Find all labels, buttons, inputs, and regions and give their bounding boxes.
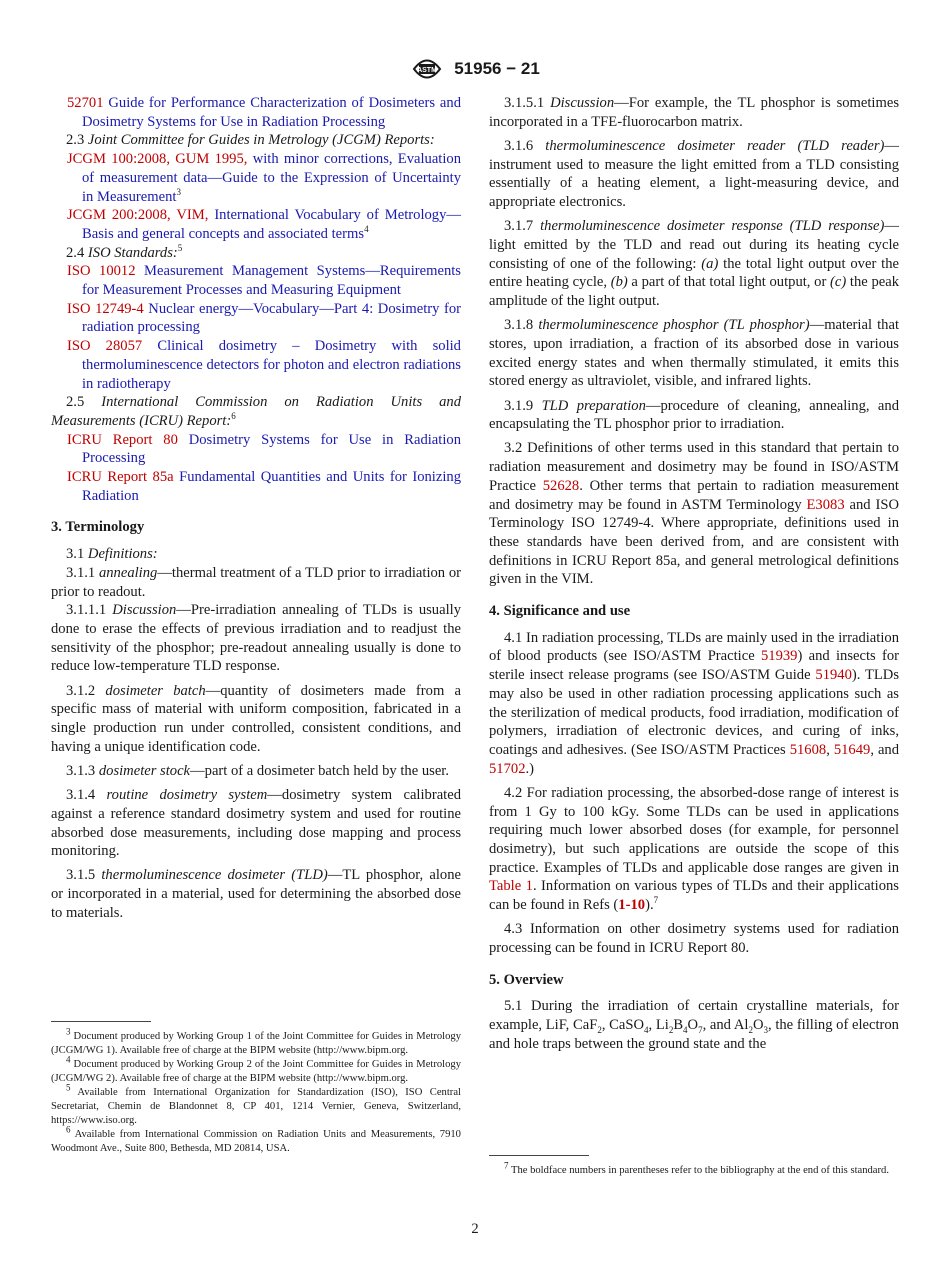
link-51702[interactable]: 51702 — [489, 760, 526, 777]
defined-term: TLD preparation — [541, 397, 646, 414]
paragraph-number: 3.1.8 — [504, 317, 534, 334]
paragraph-text: , and Al — [702, 1017, 749, 1034]
definition-text: —part of a dosimeter batch held by the user. — [190, 762, 450, 779]
paragraph-title: Definitions: — [87, 546, 158, 563]
paragraph-number: 3.1.7 — [504, 218, 534, 235]
footnote-number: 5 — [66, 1082, 71, 1093]
paragraph-3-1-4 — [51, 786, 461, 861]
reference-title[interactable]: with minor corrections, Evaluation of measurement data—Guide to the Expression of Uncertainty in Measurement — [82, 151, 462, 205]
standard-number: 51956 − 21 — [454, 59, 540, 78]
subsection-2-5 — [51, 393, 461, 430]
page-header — [0, 54, 950, 84]
definition-text: —TL phosphor, alone or incorporated in a material, used for determining the absorbed dose to materials. — [51, 867, 461, 921]
paragraph-text: . Information on various types of TLDs and their applications can be found in Refs — [489, 878, 899, 914]
definition-text: —Pre-irradiation annealing of TLDs is usually done to erase the effects of previous irradiation and to readjust the sensitivity of the phosphor; pre-readout annealing usually is done to reduce low-temperature TLD response. — [51, 602, 461, 675]
link-e3083[interactable]: E3083 — [806, 496, 845, 513]
paragraph-text: O — [752, 1017, 764, 1034]
paragraph-number: 3.1 — [66, 546, 85, 563]
paragraph-3-1-1 — [51, 564, 461, 601]
separator: , — [826, 742, 834, 758]
reference-title[interactable]: International Vocabulary of Metrology—Basis and general concepts and associated terms — [82, 207, 461, 242]
subscript: 2 — [748, 1025, 753, 1036]
subsection-2-3 — [51, 131, 461, 150]
paragraph-text: ) and insects for sterile insect release programs (see ISO/ASTM Guide — [489, 648, 899, 684]
defined-term: Discussion — [550, 95, 615, 111]
definition-text: —quantity of dosimeters made from a specific mass of material with uniform composition, fabricated in a single production run under controlled, consistent conditions, and having a unique identification code. — [51, 682, 461, 755]
paren: ) — [645, 897, 650, 914]
footnote-number: 7 — [504, 1160, 509, 1171]
paragraph-3-1-7 — [489, 217, 899, 311]
separator: , and — [870, 742, 900, 758]
definition-text: the total light output over the entire heating cycle, — [489, 255, 899, 291]
paragraph-text: 3.2 Definitions of other terms used in this standard that pertain to radiation measurement and dosimetry may be found in ISO/ASTM Practice — [489, 440, 899, 494]
subscript: 2 — [597, 1025, 602, 1036]
footnote-number: 4 — [66, 1054, 71, 1065]
link-refs-1-10[interactable]: 1-10 — [618, 897, 646, 914]
paragraph-text: 4.2 For radiation processing, the absorbed-dose range of interest is from 1 Gy to 100 kGy. Some TLDs can be used in applications requiring much lower absorbed doses (for example, for personnel dosimetry), but such applications are outside the scope of this practice. Examples of TLDs and applicable dose ranges are given in — [489, 784, 899, 876]
definition-text: —light emitted by the TLD and read out during its heating cycle consisting of one of the following: — [489, 218, 899, 272]
definition-text: —material that stores, upon irradiation, a fraction of its absorbed dose in various excited energy states and when thermally stimulated, it emits this stored energy as ultraviolet, visible, and infrared lights. — [489, 317, 899, 390]
reference-jcgm-100[interactable] — [51, 150, 461, 206]
subsection-number: 2.4 — [66, 244, 85, 261]
paragraph-text: , Li — [648, 1017, 669, 1034]
defined-term: thermoluminescence dosimeter response (TLD response) — [540, 218, 885, 235]
left-column — [51, 94, 461, 928]
paragraph-4-2 — [489, 784, 899, 915]
reference-title[interactable]: Dosimetry Systems for Use in Radiation Processing — [82, 431, 461, 467]
paragraph-3-1-3 — [51, 762, 461, 781]
paragraph-4-1 — [489, 629, 899, 779]
link-51940[interactable]: 51940 — [815, 667, 852, 684]
footnote-divider — [51, 1021, 151, 1022]
reference-code[interactable]: JCGM 200:2008, VIM, — [67, 207, 209, 224]
reference-code[interactable]: ISO 10012 — [67, 263, 136, 280]
definition-text: —procedure of cleaning, annealing, and encapsulating the TL phosphor prior to irradiation. — [489, 397, 899, 433]
paragraph-text: and ISO Terminology ISO 12749-4. Where appropriate, definitions used in these standards have been derived from, and are consistent with definitions in ICRU Report 85a, and general metrological definitions given in the VIM. — [489, 496, 899, 588]
paragraph-text: B — [673, 1017, 684, 1034]
paragraph-text: .) — [525, 760, 534, 777]
paragraph-number: 3.1.1.1 — [66, 602, 107, 619]
footnote-marker: 7 — [653, 895, 659, 906]
link-51649[interactable]: 51649 — [833, 742, 871, 758]
list-marker-a: (a) — [701, 255, 719, 272]
reference-iso-10012[interactable] — [51, 262, 461, 299]
paragraph-number: 3.1.5 — [66, 867, 96, 884]
reference-title[interactable]: Fundamental Quantities and Units for Ionizing Radiation — [82, 469, 461, 504]
reference-title[interactable]: Nuclear energy—Vocabulary—Part 4: Dosimetry for radiation processing — [82, 300, 461, 336]
subsection-title: International Commission on Radiation Units and Measurements (ICRU) Report: — [51, 394, 461, 429]
section-heading-terminology: 3. Terminology — [51, 519, 145, 536]
paragraph-text: , CaSO — [601, 1017, 645, 1034]
link-table-1[interactable]: Table 1 — [489, 878, 533, 895]
defined-term: thermoluminescence dosimeter (TLD) — [101, 867, 328, 884]
reference-code[interactable]: ICRU Report 80 — [67, 431, 178, 448]
footnotes-left — [51, 1021, 461, 1156]
paragraph-text: . — [649, 897, 654, 914]
paragraph-3-1-6 — [489, 137, 899, 212]
list-marker-b: (b) — [610, 274, 628, 291]
paragraph-5-1 — [489, 997, 899, 1053]
reference-code[interactable]: JCGM 100:2008, GUM 1995, — [67, 151, 248, 168]
paragraph-number: 3.1.6 — [504, 137, 534, 154]
defined-term: dosimeter stock — [98, 762, 191, 779]
link-51608[interactable]: 51608 — [789, 742, 827, 758]
subsection-number: 2.3 — [66, 132, 85, 149]
definition-text: a part of that total light output, or — [627, 274, 831, 291]
footnote-text: Document produced by Working Group 1 of the Joint Committee for Guides in Metrology (JCGM/WG 1). Available free of charge at the BIPM website (http://www.bipm.org. — [51, 1031, 461, 1056]
footnote-text: Document produced by Working Group 2 of the Joint Committee for Guides in Metrology (JCGM/WG 2). Available free of charge at the BIPM website (http://www.bipm.org. — [51, 1059, 461, 1084]
subsection-number: 2.5 — [66, 394, 85, 411]
subscript: 4 — [644, 1025, 649, 1036]
reference-code[interactable]: 52701 — [67, 95, 104, 111]
subscript: 3 — [763, 1025, 768, 1036]
footnote-number: 6 — [66, 1124, 71, 1135]
footnote — [51, 1082, 461, 1128]
footnote-marker: 5 — [177, 242, 183, 253]
reference-title[interactable]: Guide for Performance Characterization of Dosimeters and Dosimetry Systems for Use in Radiation Processing — [82, 95, 462, 130]
reference-icru-85a[interactable] — [51, 468, 461, 505]
right-column — [489, 94, 899, 1059]
footnote-text: Available from International Organization for Standardization (ISO), ISO Central Secretariat, Chemin de Blandonnet 8, CP 401, 1214 Vernier, Geneva, Switzerland, https://www.iso.org. — [51, 1087, 461, 1126]
paragraph-text: 5.1 During the irradiation of certain crystalline materials, for example, LiF, CaF — [489, 998, 899, 1034]
footnote-number: 3 — [66, 1026, 71, 1037]
footnote-divider — [489, 1155, 589, 1156]
link-51939[interactable]: 51939 — [760, 648, 798, 665]
definition-text: the peak amplitude of the light output. — [489, 274, 899, 310]
footnote-marker: 6 — [231, 411, 236, 422]
footnotes-right — [489, 1155, 899, 1178]
reference-code[interactable]: ISO 28057 — [67, 338, 143, 355]
subsection-title: Joint Committee for Guides in Metrology (JCGM) Reports: — [87, 132, 435, 149]
paragraph-3-1 — [51, 545, 461, 564]
footnote — [489, 1160, 899, 1178]
footnote-text: Available from International Commission on Radiation Units and Measurements, 7910 Woodmont Ave., Suite 800, Bethesda, MD 20814, USA. — [51, 1129, 461, 1154]
paragraph-number: 3.1.4 — [66, 787, 96, 804]
reference-title[interactable]: Clinical dosimetry – Dosimetry with solid thermoluminescence detectors for photon and electron radiations in radiotherapy — [82, 338, 461, 392]
definition-text: —thermal treatment of a TLD prior to irradiation or prior to readout. — [51, 564, 462, 600]
paragraph-3-2 — [489, 439, 899, 589]
subsection-2-4 — [51, 244, 461, 263]
link-52628[interactable]: 52628 — [542, 477, 580, 494]
subscript: 4 — [683, 1025, 688, 1036]
paragraph-4-3: 4.3 Information on other dosimetry systems used for radiation processing can be found in ICRU Report 80. — [489, 921, 899, 957]
paragraph-text: 4.1 In radiation processing, TLDs are mainly used in the irradiation of blood products (see ISO/ASTM Practice — [489, 629, 899, 665]
reference-52701[interactable] — [51, 94, 461, 131]
defined-term: routine dosimetry system — [106, 787, 268, 804]
reference-iso-28057[interactable] — [51, 337, 461, 393]
paragraph-3-1-8 — [489, 316, 899, 391]
footnote — [51, 1124, 461, 1156]
reference-jcgm-200[interactable] — [51, 206, 461, 243]
paragraph-3-1-5 — [51, 866, 461, 922]
reference-code[interactable]: ICRU Report 85a — [67, 469, 174, 486]
page-number: 2 — [471, 1221, 479, 1237]
paragraph-number: 3.1.1 — [66, 564, 96, 581]
reference-title[interactable]: Measurement Management Systems—Requirements for Measurement Processes and Measuring Equipment — [82, 263, 461, 299]
defined-term: annealing — [98, 564, 158, 581]
list-marker-c: (c) — [830, 274, 847, 291]
subscript: 7 — [698, 1025, 703, 1036]
reference-icru-80[interactable] — [51, 431, 461, 468]
paragraph-text: , the filling of electron and hole traps between the ground state and the — [489, 1017, 899, 1052]
paragraph-3-1-2 — [51, 682, 461, 757]
defined-term: thermoluminescence dosimeter reader (TLD reader) — [545, 137, 885, 154]
definition-text: —instrument used to measure the light emitted from a TLD consisting essentially of a heating element, a light-measuring device, and appropriate electronics. — [489, 137, 899, 211]
astm-logo-icon — [410, 54, 444, 84]
paragraph-number: 3.1.2 — [66, 682, 96, 699]
paragraph-3-1-1-1 — [51, 601, 461, 676]
paragraph-number: 3.1.3 — [66, 762, 96, 779]
definition-text: —dosimetry system calibrated against a reference standard dosimetry system and used for routine absorbed dose measurements, including dose mapping and process monitoring. — [51, 787, 462, 860]
defined-term: Discussion — [112, 602, 177, 619]
defined-term: dosimeter batch — [105, 682, 206, 699]
subsection-title: ISO Standards: — [87, 244, 178, 261]
footnote — [51, 1026, 461, 1058]
paragraph-number: 3.1.5.1 — [504, 95, 545, 111]
paragraph-3-1-5-1 — [489, 94, 899, 131]
footnote — [51, 1054, 461, 1086]
section-heading-overview: 5. Overview — [489, 971, 564, 988]
paren: ( — [613, 897, 619, 914]
definition-text: —For example, the TL phosphor is sometimes incorporated in a TFE-fluorocarbon matrix. — [489, 95, 899, 130]
footnote-text: The boldface numbers in parentheses refer to the bibliography at the end of this standard. — [510, 1165, 889, 1176]
paragraph-number: 3.1.9 — [504, 397, 534, 414]
section-heading-significance: 4. Significance and use — [489, 603, 631, 620]
paragraph-text: O — [687, 1017, 699, 1034]
footnote-marker: 4 — [364, 224, 369, 235]
paragraph-text: . Other terms that pertain to radiation measurement and dosimetry may be found in ASTM Terminology — [489, 477, 899, 513]
paragraph-3-1-9 — [489, 397, 899, 434]
reference-iso-12749-4[interactable] — [51, 300, 461, 337]
paragraph-text: ). TLDs may also be used in other radiation processing applications such as the sterilization of medical products, food irradiation, modification of polymers, irradiation of electronic devices, and curing of inks, coatings and adhesives. (See ISO/ASTM Practices — [489, 667, 899, 758]
astm-logo-text: ASTM — [417, 67, 438, 74]
subscript: 2 — [668, 1025, 674, 1036]
defined-term: thermoluminescence phosphor (TL phosphor) — [538, 317, 810, 334]
footnote-marker: 3 — [176, 186, 181, 197]
reference-code[interactable]: ISO 12749-4 — [67, 300, 144, 317]
